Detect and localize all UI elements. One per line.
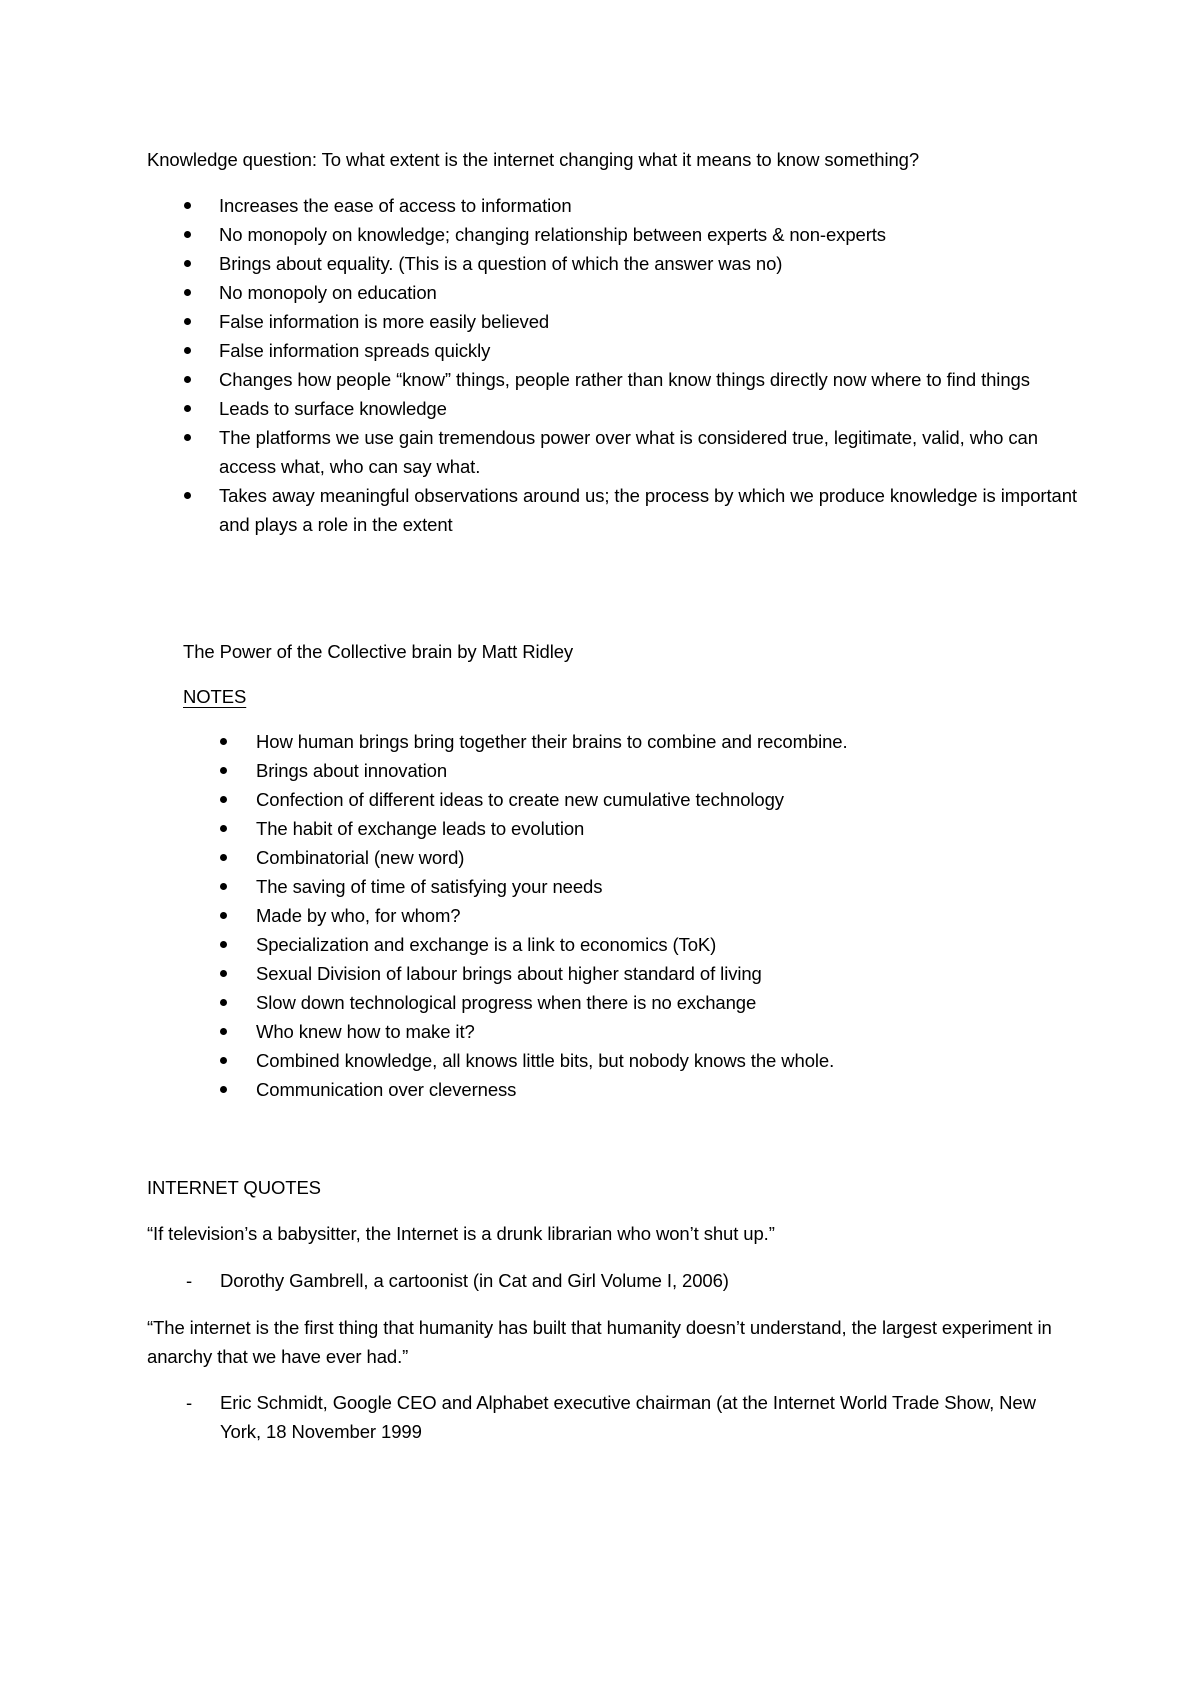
bullet-icon	[220, 941, 227, 948]
bullet-icon	[220, 999, 227, 1006]
list-item-text: Combined knowledge, all knows little bits, but nobody knows the whole.	[256, 1050, 835, 1071]
attribution-text: Dorothy Gambrell, a cartoonist (in Cat and Girl Volume I, 2006)	[220, 1270, 729, 1291]
attribution-dash: -	[186, 1392, 193, 1413]
bullet-icon	[220, 912, 227, 919]
list-item-text: False information spreads quickly	[219, 340, 491, 361]
list-item-text: Leads to surface knowledge	[219, 398, 447, 419]
list-item	[219, 423, 1089, 481]
bullet-icon	[184, 434, 191, 441]
list-item	[219, 220, 1089, 249]
quote-attribution	[186, 1388, 1066, 1446]
list-item-text: Increases the ease of access to information	[219, 195, 572, 216]
knowledge-question: Knowledge question: To what extent is the internet changing what it means to know something?	[147, 149, 920, 170]
list-item-text: The habit of exchange leads to evolution	[256, 818, 585, 839]
attribution-text: Eric Schmidt, Google CEO and Alphabet executive chairman (at the Internet World Trade Show, New York, 18 November 1999	[220, 1392, 1036, 1442]
list-item	[219, 365, 1089, 394]
list-item-text: Specialization and exchange is a link to economics (ToK)	[256, 934, 717, 955]
list-item-text: Communication over cleverness	[256, 1079, 517, 1100]
list-item	[219, 307, 1089, 336]
list-item-text: Slow down technological progress when there is no exchange	[256, 992, 757, 1013]
talk-title: The Power of the Collective brain by Matt Ridley	[183, 641, 574, 662]
list-item	[256, 901, 1076, 930]
bullet-icon	[220, 1057, 227, 1064]
list-item-text: The saving of time of satisfying your needs	[256, 876, 603, 897]
bullet-icon	[220, 767, 227, 774]
list-item-text: Brings about innovation	[256, 760, 448, 781]
list-item	[256, 727, 1076, 756]
list-item-text: Confection of different ideas to create new cumulative technology	[256, 789, 784, 810]
bullet-icon	[184, 231, 191, 238]
list-item-text: Who knew how to make it?	[256, 1021, 475, 1042]
bullet-icon	[220, 738, 227, 745]
list-item	[219, 481, 1089, 539]
bullet-icon	[220, 970, 227, 977]
list-item	[256, 930, 1076, 959]
list-item	[256, 785, 1076, 814]
quote-text: “The internet is the first thing that humanity has built that humanity doesn’t understand, the largest experiment in anarchy that we have ever had.”	[147, 1317, 1052, 1367]
bullet-icon	[220, 796, 227, 803]
list-item	[256, 756, 1076, 785]
bullet-icon	[220, 1028, 227, 1035]
list-item	[219, 394, 1089, 423]
bullet-icon	[220, 854, 227, 861]
bullet-icon	[184, 347, 191, 354]
list-item-text: Takes away meaningful observations around us; the process by which we produce knowledge is important and plays a role in the extent	[219, 485, 1077, 535]
bullet-icon	[220, 825, 227, 832]
bullet-icon	[184, 202, 191, 209]
list-item	[256, 872, 1076, 901]
list-item-text: False information is more easily believed	[219, 311, 550, 332]
list-item	[219, 336, 1089, 365]
list-item-text: No monopoly on knowledge; changing relationship between experts & non-experts	[219, 224, 886, 245]
list-item	[219, 191, 1089, 220]
quotes-heading: INTERNET QUOTES	[147, 1177, 321, 1198]
question-points-list	[219, 191, 1089, 539]
list-item-text: The platforms we use gain tremendous power over what is considered true, legitimate, valid, who can access what, who can say what.	[219, 427, 1038, 477]
list-item	[256, 1046, 1076, 1075]
list-item-text: Sexual Division of labour brings about higher standard of living	[256, 963, 762, 984]
list-item-text: Combinatorial (new word)	[256, 847, 465, 868]
list-item-text: No monopoly on education	[219, 282, 437, 303]
attribution-dash: -	[186, 1270, 193, 1291]
list-item	[219, 278, 1089, 307]
list-item-text: Brings about equality. (This is a question of which the answer was no)	[219, 253, 783, 274]
list-item	[256, 988, 1076, 1017]
notes-heading: NOTES	[183, 686, 247, 707]
list-item	[256, 959, 1076, 988]
list-item	[256, 843, 1076, 872]
quote-attribution	[186, 1266, 1086, 1295]
bullet-icon	[184, 492, 191, 499]
bullet-icon	[184, 405, 191, 412]
bullet-icon	[220, 883, 227, 890]
quote-text: “If television’s a babysitter, the Internet is a drunk librarian who won’t shut up.”	[147, 1223, 775, 1244]
bullet-icon	[184, 376, 191, 383]
notes-list	[256, 727, 1076, 1104]
list-item-text: Made by who, for whom?	[256, 905, 461, 926]
list-item-text: Changes how people “know” things, people rather than know things directly now where to find things	[219, 369, 1030, 390]
bullet-icon	[184, 260, 191, 267]
bullet-icon	[220, 1086, 227, 1093]
list-item	[256, 1017, 1076, 1046]
bullet-icon	[184, 289, 191, 296]
list-item	[256, 1075, 1076, 1104]
list-item-text: How human brings bring together their brains to combine and recombine.	[256, 731, 848, 752]
list-item	[256, 814, 1076, 843]
bullet-icon	[184, 318, 191, 325]
list-item	[219, 249, 1089, 278]
